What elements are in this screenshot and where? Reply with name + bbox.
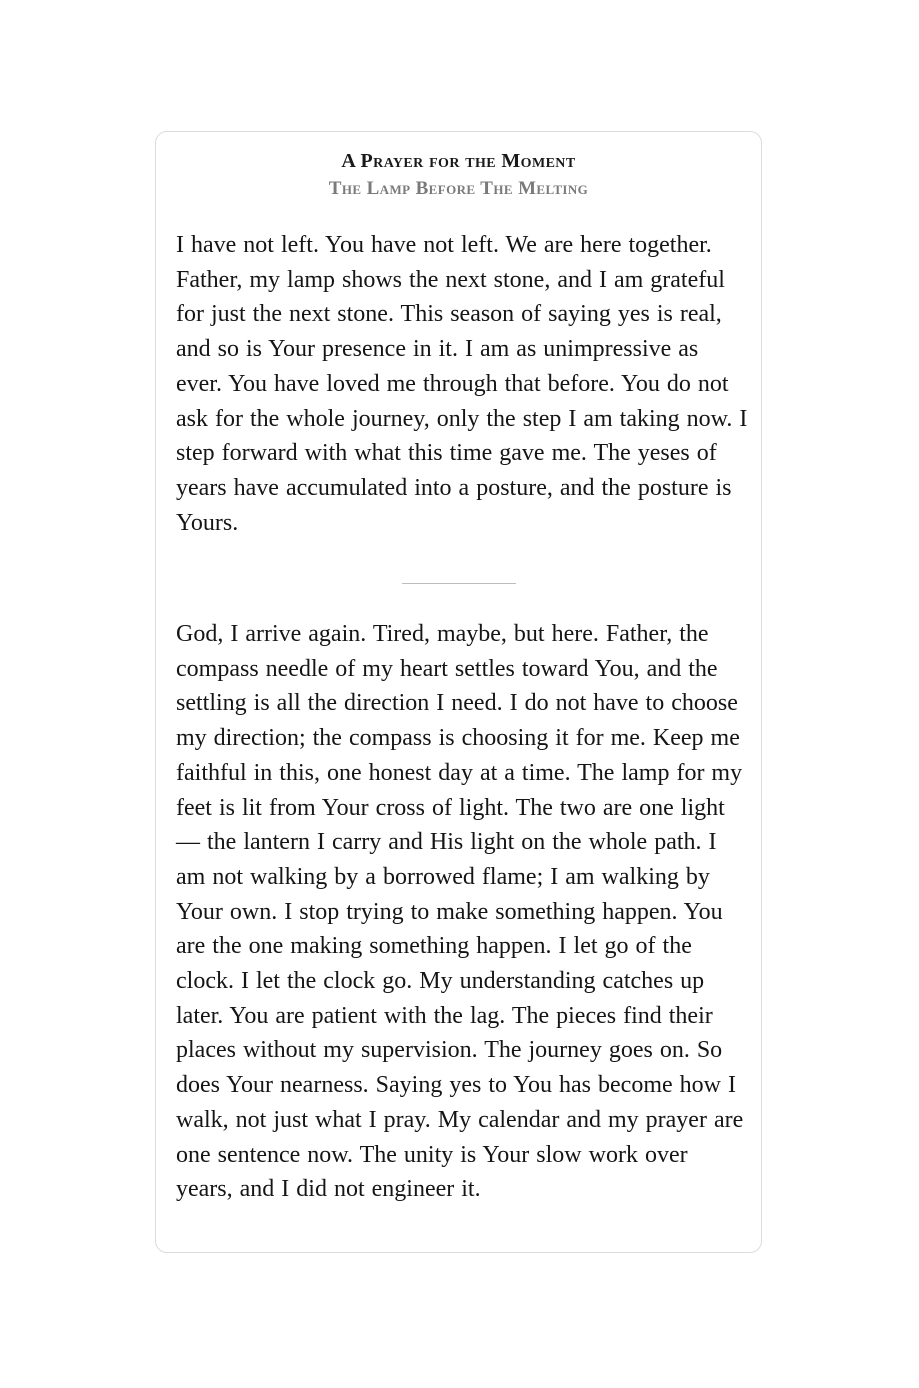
prayer-paragraph-2: God, I arrive again. Tired, maybe, but here. Father, the compass needle of my heart settles toward You, and the settling is all the direction I need. I do not have to choose my direction; the compass is choosing it for me. Keep me faithful in this, one honest day at a time. The lamp for my feet is lit from Your cross of light. The two are one light — the lantern I carry and His light on the whole path. I am not walking by a borrowed flame; I am walking by Your own. I stop trying to make something happen. You are the one making something happen. I let go of the clock. I let the clock go. My understanding catches up later. You are patient with the lag. The pieces find their places without my supervision. The journey goes on. So does Your nearness. Saying yes to You has become how I walk, not just what I pray. My calendar and my prayer are one sentence now. The unity is Your slow work over years, and I did not engineer it. <box>176 621 744 1203</box>
prayer-subtitle: The Lamp Before The Melting <box>328 178 589 199</box>
prayer-paragraph-1: I have not left. You have not left. We are here together. Father, my lamp shows the next stone, and I am grateful for just the next stone. This season of saying yes is real, and so is Your presence in it. I am as unimpressive as ever. You have loved me through that before. You do not ask for the whole journey, only the step I am taking now. I step forward with what this time gave me. The yeses of years have accumulated into a posture, and the posture is Yours. <box>176 232 748 536</box>
prayer-card <box>155 131 762 1253</box>
section-divider <box>402 583 516 584</box>
prayer-title: A Prayer for the Moment <box>341 150 576 172</box>
